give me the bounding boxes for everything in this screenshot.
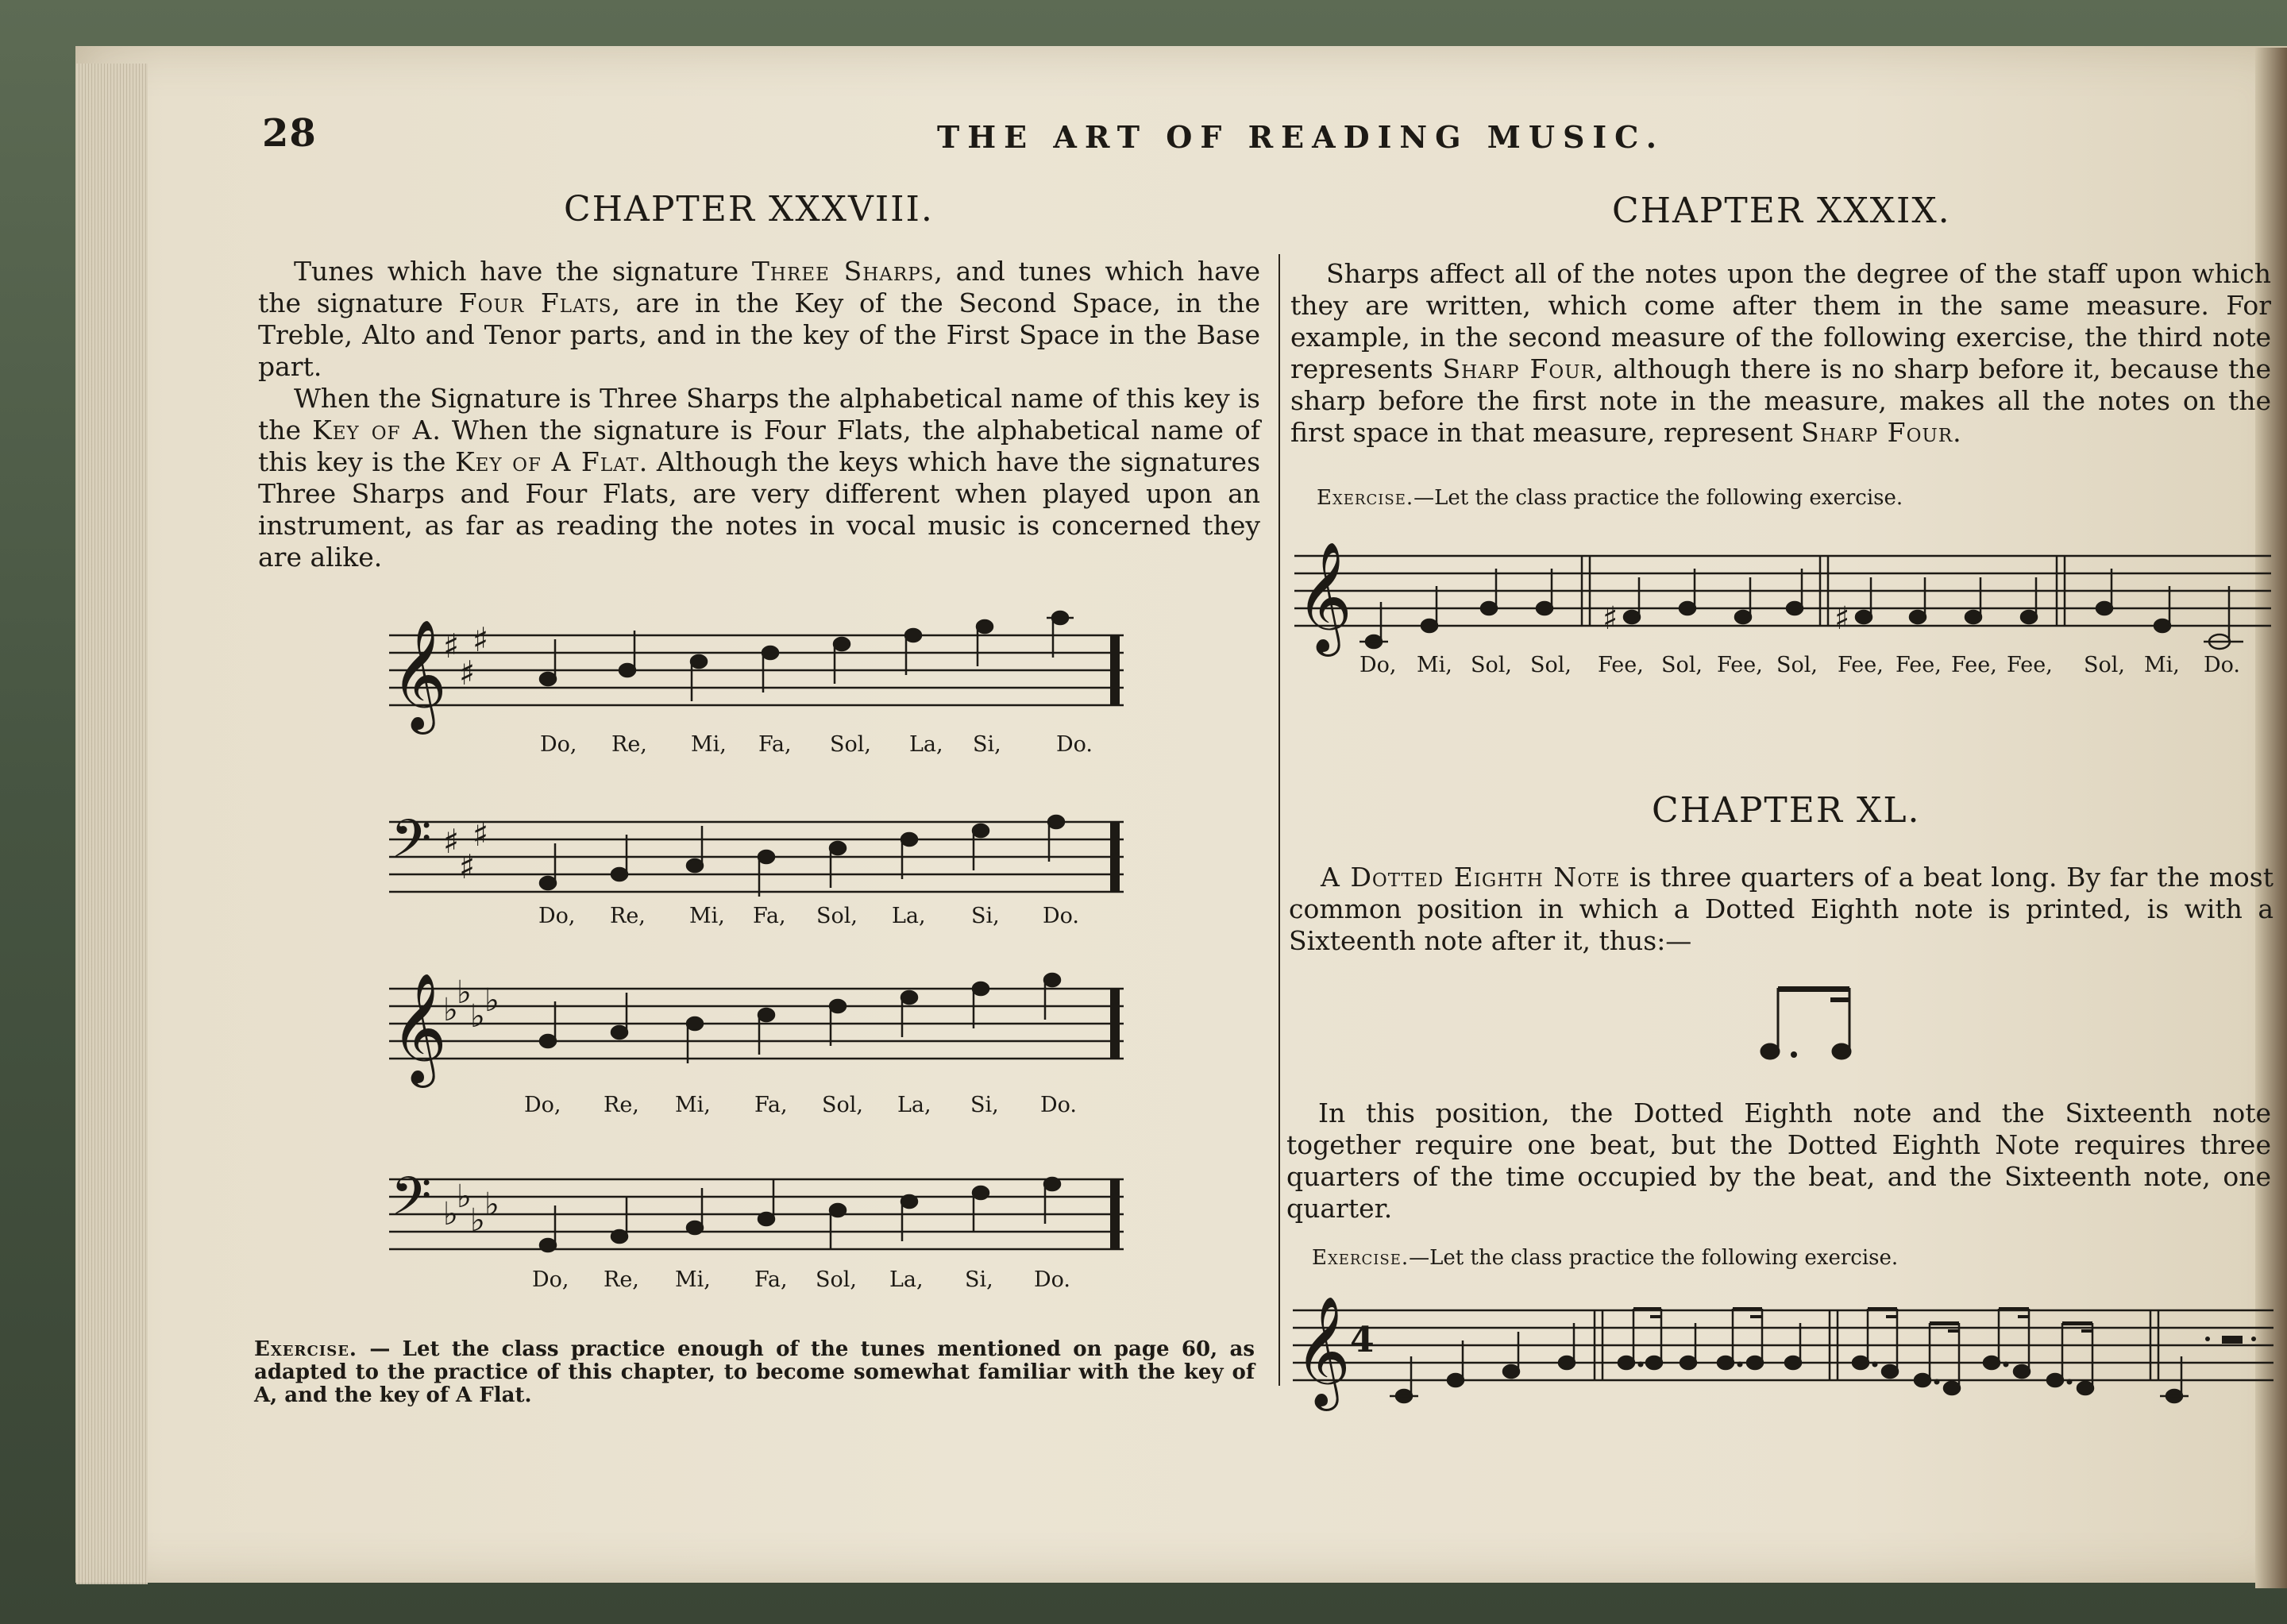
- svg-text:𝄞: 𝄞: [391, 973, 447, 1083]
- chapter-39-exercise-label: Exercise.—Let the class practice the following exercise.: [1317, 486, 1903, 510]
- syllable: Mi,: [689, 904, 725, 928]
- syllable: Mi,: [1417, 653, 1452, 677]
- chapter-39-paragraph: Sharps affect all of the notes upon the degree of the staff upon which they are written, which come after them in the same measure. For example, in the second measure of the following exercise, the third note represents Sharp Four, although there is no sharp before it, because the sharp before the first note in the measure, makes all the notes on the first space in that measure, represent Sharp Four.: [1290, 258, 2272, 448]
- syllable: Sol,: [816, 1267, 857, 1292]
- syllable: Fa,: [753, 904, 786, 928]
- syllable: Si,: [965, 1267, 993, 1292]
- svg-text:♭: ♭: [484, 1186, 499, 1223]
- syllable: Re,: [604, 1267, 639, 1292]
- svg-text:♭: ♭: [443, 1196, 458, 1232]
- syllable: Si,: [971, 904, 1000, 928]
- syllable: Sol,: [1471, 653, 1512, 677]
- svg-text:♯: ♯: [459, 847, 476, 886]
- svg-text:♭: ♭: [457, 1178, 472, 1215]
- page-number: 28: [262, 111, 317, 156]
- syllable: Fee,: [1598, 653, 1644, 677]
- running-head: THE ART OF READING MUSIC.: [937, 119, 1664, 155]
- scale-staff-treble-four-flats: [389, 973, 1128, 1084]
- column-divider: [1278, 254, 1280, 1386]
- exercise-staff-sharps: [1294, 540, 2271, 659]
- syllable: Mi,: [691, 732, 727, 757]
- svg-text:♭: ♭: [443, 992, 458, 1028]
- syllable: La,: [892, 904, 926, 928]
- svg-text:♭: ♭: [470, 1202, 485, 1239]
- syllable: Fee,: [1951, 653, 1997, 677]
- svg-text:♯: ♯: [472, 815, 489, 854]
- chapter-39-title: CHAPTER XXXIX.: [1612, 191, 1951, 231]
- page-edges: [76, 64, 148, 1584]
- svg-text:𝄞: 𝄞: [1296, 542, 1352, 652]
- syllable: Do.: [1034, 1267, 1071, 1292]
- syllable: Sol,: [1661, 653, 1703, 677]
- svg-text:♯: ♯: [459, 654, 476, 692]
- svg-text:𝄞: 𝄞: [1294, 1296, 1351, 1406]
- scale-staff-treble-three-sharps: [389, 619, 1128, 731]
- chapter-40-title: CHAPTER XL.: [1652, 790, 1921, 831]
- chapter-38-exercise: Exercise. — Let the class practice enough of the tunes mentioned on page 60, as adapted to the practice of this chapter, to become somewhat familiar with the key of A, and the key of A Flat.: [254, 1337, 1255, 1407]
- syllable: Do.: [1056, 732, 1093, 757]
- syllable: La,: [909, 732, 943, 757]
- svg-text:♭: ♭: [470, 998, 485, 1035]
- syllable: Sol,: [822, 1093, 863, 1117]
- chapter-39-body: [1290, 258, 2271, 449]
- syllable: Re,: [611, 732, 647, 757]
- svg-text:♯: ♯: [1834, 600, 1850, 637]
- syllable: Re,: [610, 904, 646, 928]
- syllable: Do,: [540, 732, 577, 757]
- syllable: Fee,: [1717, 653, 1763, 677]
- syllable: Si,: [970, 1093, 999, 1117]
- syllable: La,: [889, 1267, 924, 1292]
- exercise-staff-dotted-rhythm: [1293, 1294, 2274, 1421]
- syllable: Do.: [1040, 1093, 1078, 1117]
- syllable: Fee,: [2007, 653, 2053, 677]
- chapter-38-paragraph-1: Tunes which have the signature Three Sharps, and tunes which have the signature Four Flats, are in the Key of the Second Space, in the Treble, Alto and Tenor parts, and in the key of the First Space in the Base part.: [258, 256, 1260, 382]
- syllable: Fee,: [1896, 653, 1942, 677]
- scale-staff-bass-three-sharps: [389, 810, 1128, 913]
- chapter-38-paragraph-2: When the Signature is Three Sharps the alphabetical name of this key is the Key of A. When the signature is Four Flats, the alphabetical name of this key is the Key of A Flat. Although the keys which have the signatures Three Sharps and Four Flats, are very different when played upon an instrument, as far as reading the notes in vocal music is concerned they are alike.: [258, 383, 1260, 573]
- syllable: La,: [897, 1093, 931, 1117]
- scale-staff-bass-four-flats: [389, 1167, 1128, 1271]
- chapter-40-body-a: [1289, 862, 2274, 957]
- chapter-40-exercise-label: Exercise.—Let the class practice the following exercise.: [1312, 1246, 1899, 1270]
- syllable: Si,: [973, 732, 1001, 757]
- syllable: Sol,: [830, 732, 871, 757]
- svg-text:𝄞: 𝄞: [391, 619, 447, 730]
- syllable: Do.: [2204, 653, 2241, 677]
- syllable: Fa,: [758, 732, 792, 757]
- syllable: Fa,: [754, 1093, 788, 1117]
- syllable: Sol,: [816, 904, 858, 928]
- syllable: Do,: [524, 1093, 561, 1117]
- syllable: Do,: [532, 1267, 569, 1292]
- svg-text:♭: ♭: [484, 982, 499, 1019]
- time-signature: 4: [1350, 1320, 1375, 1360]
- syllable: Re,: [604, 1093, 639, 1117]
- svg-text:♭: ♭: [457, 974, 472, 1011]
- syllable: Mi,: [2144, 653, 2180, 677]
- syllable: Do.: [1043, 904, 1080, 928]
- syllable: Fa,: [754, 1267, 788, 1292]
- syllable: Mi,: [675, 1267, 711, 1292]
- svg-text:♯: ♯: [443, 822, 460, 861]
- svg-text:𝄢: 𝄢: [391, 808, 432, 882]
- syllable: Sol,: [1530, 653, 1572, 677]
- syllable: Sol,: [2084, 653, 2125, 677]
- syllable: Sol,: [1776, 653, 1818, 677]
- svg-text:♯: ♯: [443, 627, 460, 665]
- svg-text:♯: ♯: [472, 620, 489, 659]
- syllable: Fee,: [1838, 653, 1884, 677]
- syllable: Do,: [538, 904, 576, 928]
- chapter-38-title: CHAPTER XXXVIII.: [564, 189, 934, 230]
- dotted-eighth-sixteenth-icon: [1759, 985, 1870, 1064]
- chapter-40-paragraph-1: A Dotted Eighth Note is three quarters of a beat long. By far the most common position in which a Dotted Eighth note is printed, is with a Sixteenth note after it, thus:—: [1289, 862, 2274, 956]
- chapter-38-body: [258, 256, 1260, 573]
- svg-text:𝄢: 𝄢: [391, 1166, 432, 1240]
- syllable: Do,: [1359, 653, 1397, 677]
- chapter-40-body-b: [1286, 1097, 2271, 1225]
- syllable: Mi,: [675, 1093, 711, 1117]
- chapter-40-paragraph-2: In this position, the Dotted Eighth note and the Sixteenth note together require one beat, but the Dotted Eighth Note requires three quarters of the time occupied by the beat, and the Sixteenth note, one quarter.: [1286, 1097, 2271, 1224]
- svg-text:♯: ♯: [1602, 600, 1618, 637]
